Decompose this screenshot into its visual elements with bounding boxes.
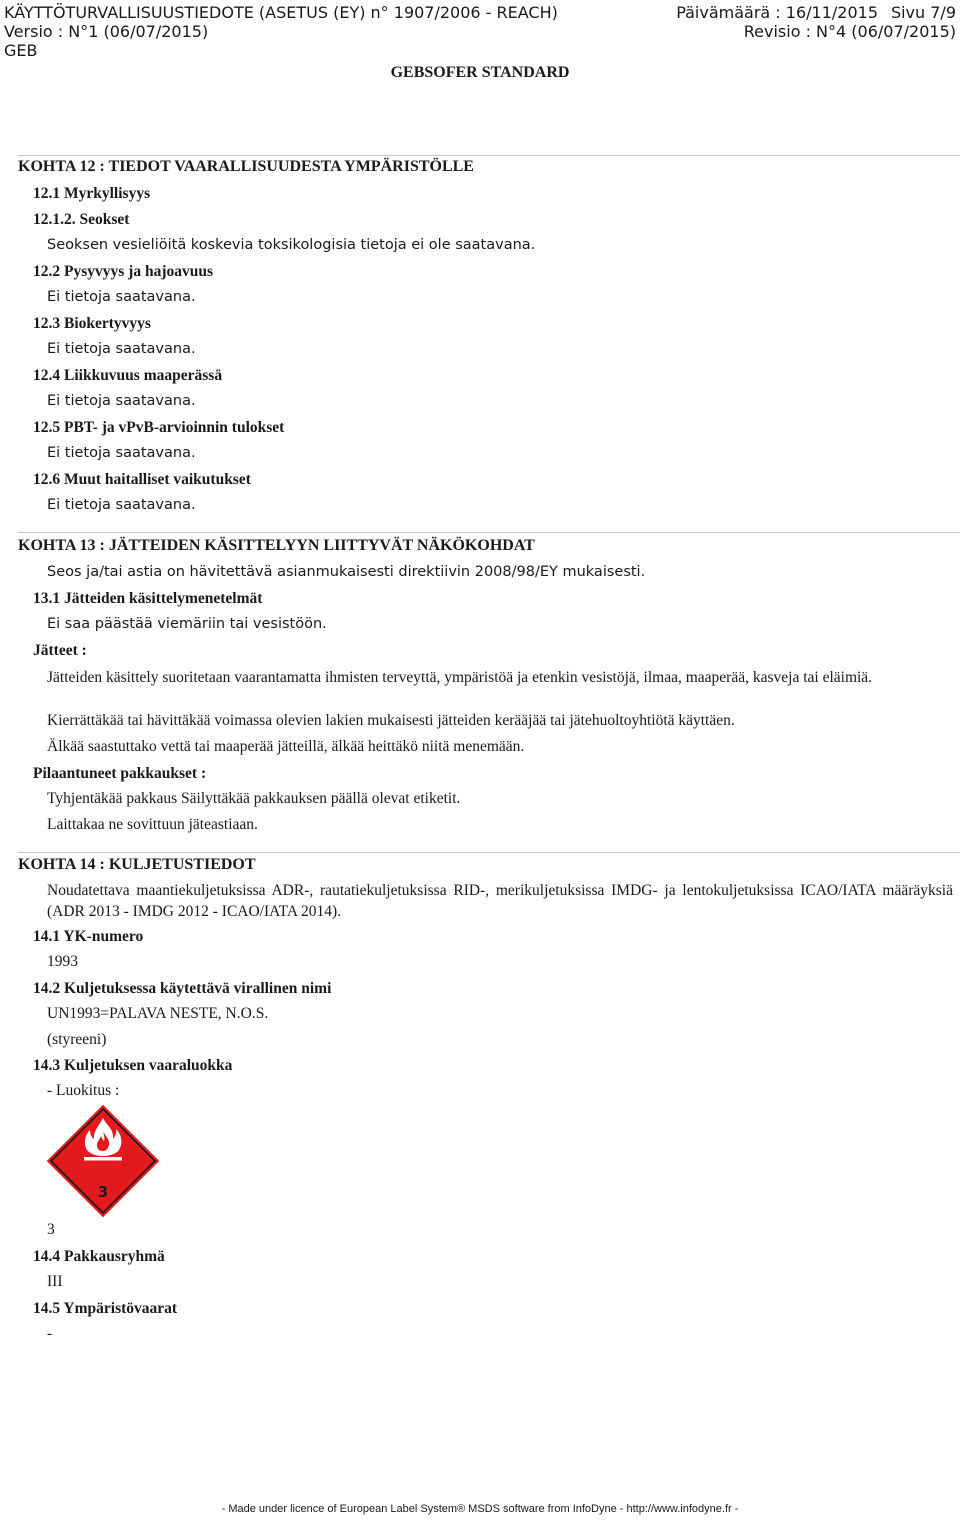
subsection-12-1-2-text: Seoksen vesieliöitä koskevia toksikologisia tietoja ei ole saatavana.	[47, 237, 536, 253]
environmental-hazards-value: -	[47, 1325, 53, 1342]
shipping-name-note: (styreeni)	[47, 1031, 107, 1048]
packing-group-value: III	[47, 1273, 63, 1290]
un-number: 1993	[47, 953, 78, 970]
document-revision: Revisio : N°4 (06/07/2015)	[743, 22, 956, 41]
section-13-title: KOHTA 13 : JÄTTEIDEN KÄSITTELYYN LIITTYVÄT NÄKÖKOHDAT	[18, 537, 535, 554]
waste-label: Jätteet :	[33, 642, 87, 659]
subsection-14-2-heading: 14.2 Kuljetuksessa käytettävä virallinen nimi	[33, 980, 332, 997]
section-13-intro: Seos ja/tai astia on hävitettävä asianmukaisesti direktiivin 2008/98/EY mukaisesti.	[47, 564, 646, 580]
section-divider	[18, 852, 960, 853]
subsection-14-1-heading: 14.1 YK-numero	[33, 928, 144, 945]
hazard-class-number: 3	[97, 1183, 109, 1201]
packaging-paragraph-2: Laittakaa ne sovittuun jäteastiaan.	[47, 816, 258, 833]
flammable-liquid-class-3-icon	[44, 1102, 162, 1220]
subsection-14-4-heading: 14.4 Pakkausryhmä	[33, 1248, 165, 1265]
product-name: GEBSOFER STANDARD	[390, 64, 570, 81]
subsection-12-6-text: Ei tietoja saatavana.	[47, 497, 196, 513]
classification-label: - Luokitus :	[47, 1082, 120, 1099]
hazard-class-value: 3	[47, 1221, 55, 1238]
contaminated-packaging-label: Pilaantuneet pakkaukset :	[33, 765, 207, 782]
subsection-12-1-2-heading: 12.1.2. Seokset	[33, 211, 130, 228]
subsection-12-6-heading: 12.6 Muut haitalliset vaikutukset	[33, 471, 251, 488]
page-number: Sivu 7/9	[890, 3, 956, 22]
subsection-12-3-text: Ei tietoja saatavana.	[47, 341, 196, 357]
waste-paragraph-1: Jätteiden käsittely suoritetaan vaarantamatta ihmisten terveyttä, ympäristöä ja etenkin vesistöjä, ilmaa, maaperää, kasveja tai eläimiä.	[47, 669, 873, 686]
proper-shipping-name: UN1993=PALAVA NESTE, N.O.S.	[47, 1005, 269, 1022]
packaging-paragraph-1: Tyhjentäkää pakkaus Säilyttäkää pakkauksen päällä olevat etiketit.	[47, 790, 461, 807]
waste-paragraph-3: Älkää saastuttako vettä tai maaperää jätteillä, älkää heittäkö niitä menemään.	[47, 738, 525, 755]
product-code: GEB	[4, 41, 38, 60]
section-divider	[18, 155, 960, 156]
subsection-12-1-heading: 12.1 Myrkyllisyys	[33, 185, 151, 202]
subsection-12-3-heading: 12.3 Biokertyvyys	[33, 315, 151, 332]
page-footer: - Made under licence of European Label System® MSDS software from InfoDyne - http://www.infodyne.fr -	[221, 1503, 739, 1515]
subsection-12-5-heading: 12.5 PBT- ja vPvB-arvioinnin tulokset	[33, 419, 285, 436]
subsection-13-1-heading: 13.1 Jätteiden käsittelymenetelmät	[33, 590, 263, 607]
section-14-title: KOHTA 14 : KULJETUSTIEDOT	[18, 856, 256, 873]
subsection-12-2-text: Ei tietoja saatavana.	[47, 289, 196, 305]
subsection-12-4-text: Ei tietoja saatavana.	[47, 393, 196, 409]
section-12-title: KOHTA 12 : TIEDOT VAARALLISUUDESTA YMPÄRISTÖLLE	[18, 158, 474, 175]
subsection-13-1-text: Ei saa päästää viemäriin tai vesistöön.	[47, 616, 327, 632]
section-divider	[18, 532, 960, 533]
document-version: Versio : N°1 (06/07/2015)	[4, 22, 209, 41]
subsection-12-5-text: Ei tietoja saatavana.	[47, 445, 196, 461]
waste-paragraph-2: Kierrättäkää tai hävittäkää voimassa olevien lakien mukaisesti jätteiden kerääjää tai jätehuoltoyhtiötä käyttäen.	[47, 712, 735, 729]
subsection-14-3-heading: 14.3 Kuljetuksen vaaraluokka	[33, 1057, 233, 1074]
subsection-14-5-heading: 14.5 Ympäristövaarat	[33, 1300, 178, 1317]
subsection-12-2-heading: 12.2 Pysyvyys ja hajoavuus	[33, 263, 213, 280]
document-date: Päivämäärä : 16/11/2015	[676, 3, 878, 22]
document-title: KÄYTTÖTURVALLISUUSTIEDOTE (ASETUS (EY) n° 1907/2006 - REACH)	[4, 3, 558, 22]
section-14-intro: Noudatettava maantiekuljetuksissa ADR-, rautatiekuljetuksissa RID-, merikuljetuksissa IMDG- ja lentokuljetuksissa ICAO/IATA määräyksiä (ADR 2013 - IMDG 2012 - ICAO/IATA 2014).	[47, 882, 953, 920]
subsection-12-4-heading: 12.4 Liikkuvuus maaperässä	[33, 367, 223, 384]
